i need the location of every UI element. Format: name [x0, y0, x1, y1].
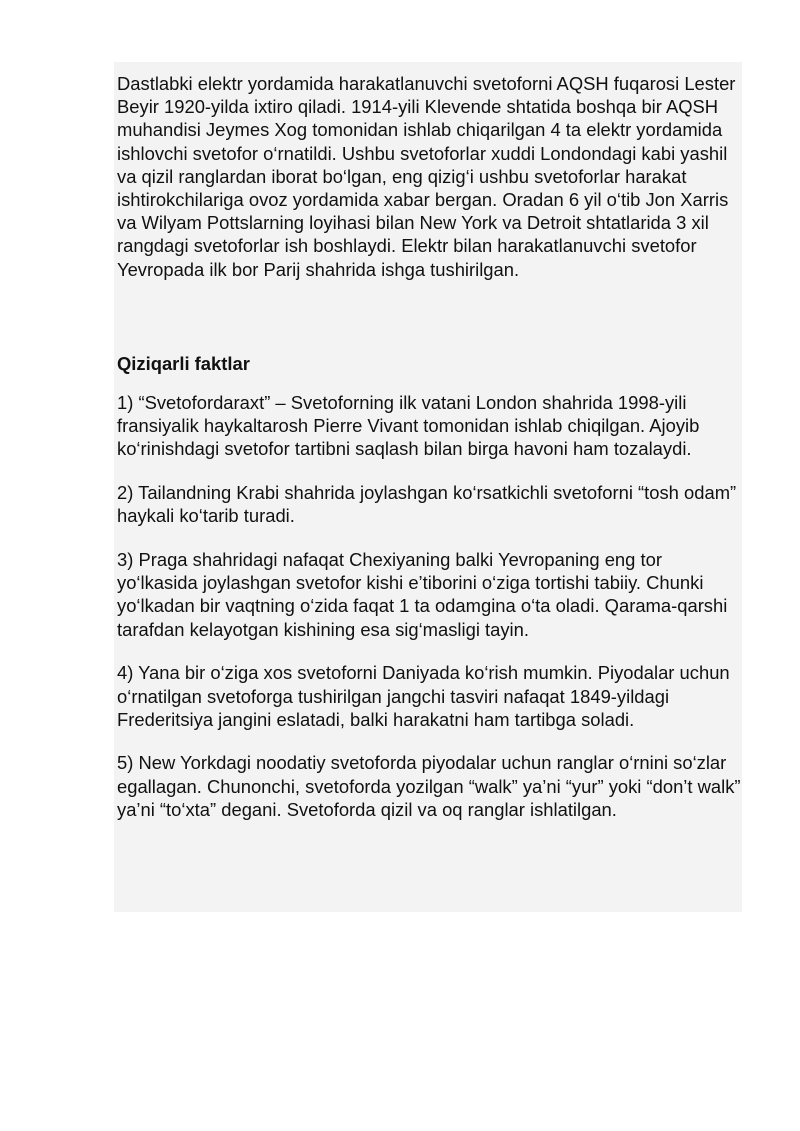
fact-paragraph-3: 3) Praga shahridagi nafaqat Chexiyaning balki Yevropaning eng tor yo‘lkasida joylashgan svetofor kishi e’tiborini o‘ziga tortishi tabiiy. Chunki yo‘lkadan bir vaqtning o‘zida faqat 1 ta odamgina o‘ta oladi. Qarama-qarshi tarafdan kelayotgan kishining esa sig‘masligi tayin.	[117, 549, 728, 640]
document-content	[117, 72, 741, 821]
fact-paragraph-1: 1) “Svetofordaraxt” – Svetoforning ilk vatani London shahrida 1998-yili fransiyalik haykaltarosh Pierre Vivant tomonidan ishlab chiqilgan. Ajoyib ko‘rinishdagi svetofor tartibni saqlash bilan birga havoni ham tozalaydi.	[117, 392, 700, 460]
section-heading: Qiziqarli faktlar	[117, 352, 250, 374]
fact-paragraph-5: 5) New Yorkdagi noodatiy svetoforda piyodalar uchun ranglar o‘rnini so‘zlar egallagan. Chunonchi, svetoforda yozilgan “walk” ya’ni “yur” yoki “don’t walk” ya’ni “to‘xta” degani. Svetoforda qizil va oq ranglar ishlatilgan.	[117, 752, 741, 820]
fact-paragraph-2: 2) Tailandning Krabi shahrida joylashgan ko‘rsatkichli svetoforni “tosh odam” haykali ko‘tarib turadi.	[117, 482, 737, 527]
intro-paragraph: Dastlabki elektr yordamida harakatlanuvchi svetoforni AQSH fuqarosi Lester Beyir 1920-yilda ixtiro qiladi. 1914-yili Klevende shtatida boshqa bir AQSH muhandisi Jeymes Xog tomonidan ishlab chiqarilgan 4 ta elektr yordamida ishlovchi svetofor o‘rnatildi. Ushbu svetoforlar xuddi Londondagi kabi yashil va qizil ranglardan iborat bo‘lgan, eng qizig‘i ushbu svetoforlar harakat ishtirokchilariga ovoz yordamida xabar bergan. Oradan 6 yil o‘tib Jon Xarris va Wilyam Pottslarning loyihasi bilan New York va Detroit shtatlarida 3 xil rangdagi svetoforlar ish boshlaydi. Elektr bilan harakatlanuvchi svetofor Yevropada ilk bor Parij shahrida ishga tushirilgan.	[117, 73, 736, 280]
fact-paragraph-4: 4) Yana bir o‘ziga xos svetoforni Daniyada ko‘rish mumkin. Piyodalar uchun o‘rnatilgan svetoforga tushirilgan jangchi tasviri nafaqat 1849-yildagi Frederitsiya jangini eslatadi, balki harakatni ham tartibga soladi.	[117, 662, 730, 730]
